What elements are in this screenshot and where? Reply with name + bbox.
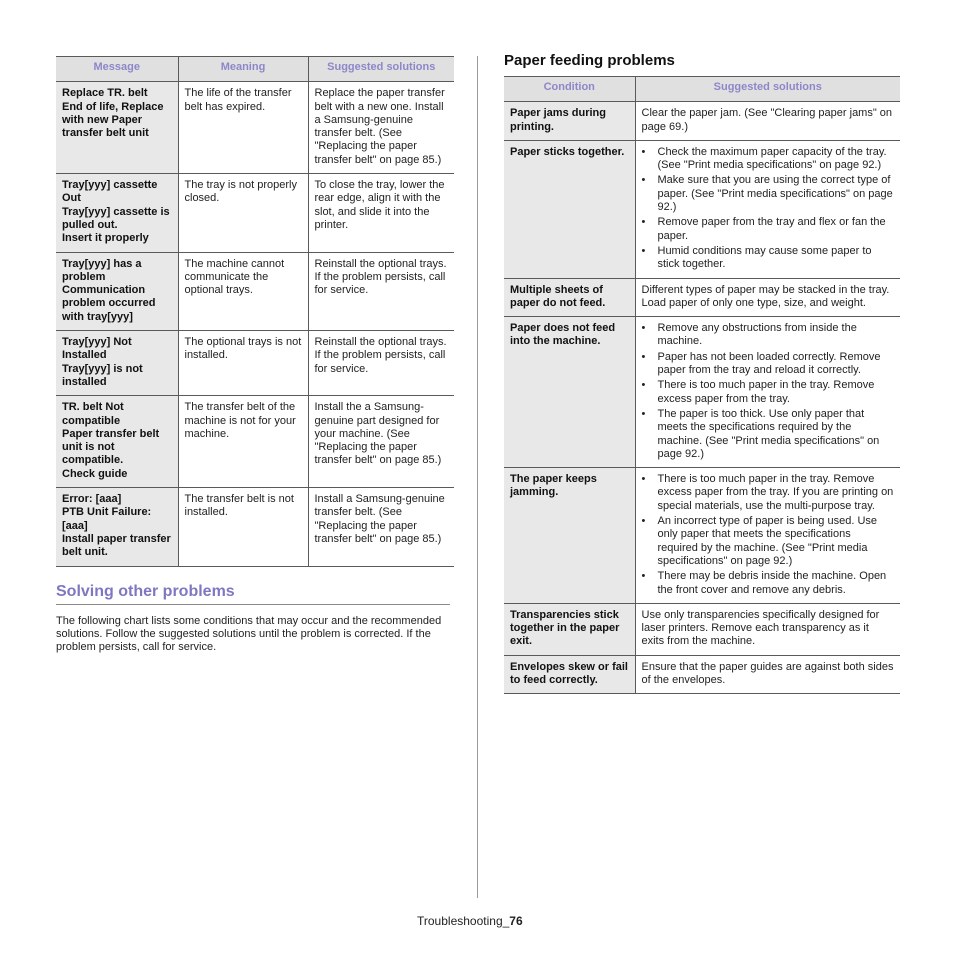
- message-line: Paper transfer belt unit is not compatible.: [62, 427, 160, 467]
- table-header-row: [504, 77, 900, 102]
- table-row: [504, 140, 900, 278]
- error-table-body: [56, 82, 454, 566]
- message-line: Tray[yyy] cassette is pulled out.: [62, 205, 170, 231]
- footer-section: Troubleshooting_: [417, 914, 510, 928]
- list-item: • Humid conditions may cause some paper to stick together.: [642, 245, 895, 272]
- solution-cell: [635, 468, 900, 604]
- solution-cell: Install the a Samsung-genuine part designed for your machine. (See "Replacing the paper transfer belt" on page 85.): [308, 396, 454, 488]
- solution-cell: Use only transparencies specifically designed for laser printers. Remove each transparency as it exits from the machine.: [635, 603, 900, 655]
- message-line: Tray[yyy] Not Installed: [62, 336, 132, 362]
- list-item: • An incorrect type of paper is being used. Use only paper that meets the specifications required by the machine. (See "Print media specifications" on page 92.): [642, 515, 895, 568]
- table-row: [504, 468, 900, 604]
- message-line: Check guide: [62, 467, 128, 480]
- page-number: 76: [509, 914, 523, 928]
- solution-cell: Reinstall the optional trays. If the problem persists, call for service.: [308, 252, 454, 330]
- column-divider: [477, 56, 478, 898]
- message-line: Tray[yyy] cassette Out: [62, 179, 158, 205]
- page-footer: [417, 914, 523, 928]
- table-row: [504, 655, 900, 694]
- list-item: • There is too much paper in the tray. Remove excess paper from the tray.: [642, 379, 895, 406]
- column-header-solutions: Suggested solutions: [308, 57, 454, 82]
- table-header-row: [56, 57, 454, 82]
- list-item: • Make sure that you are using the correct type of paper. (See "Print media specifications" on page 92.): [642, 174, 895, 214]
- condition-cell: Transparencies stick together in the paper exit.: [504, 603, 635, 655]
- section-intro: The following chart lists some conditions that may occur and the recommended solutions. Follow the suggested solutions until the problem is corrected. If the problem persists, call for service.: [56, 614, 442, 654]
- solution-cell: To close the tray, lower the rear edge, align it with the slot, and slide it into the printer.: [308, 174, 454, 252]
- table-row: [504, 102, 900, 141]
- list-item: • Paper has not been loaded correctly. Remove paper from the tray and reload it correctly.: [642, 351, 895, 378]
- message-line: Tray[yyy] has a problem: [62, 257, 142, 283]
- table-row: [56, 252, 454, 330]
- table-row: [56, 331, 454, 396]
- paper-feeding-body: [504, 102, 900, 694]
- table-row: [56, 396, 454, 488]
- message-line: Insert it properly: [62, 232, 149, 245]
- meaning-cell: The machine cannot communicate the optional trays.: [178, 252, 308, 330]
- message-line: Replace TR. belt: [62, 87, 148, 100]
- solution-list: [642, 473, 895, 597]
- section-title: Solving other problems: [56, 583, 450, 605]
- message-line: Install paper transfer belt unit.: [62, 532, 171, 559]
- solution-cell: [635, 317, 900, 468]
- table-row: [504, 603, 900, 655]
- table-row: [504, 278, 900, 317]
- solution-list: [642, 146, 895, 272]
- message-line: Communication problem occurred with tray[yyy]: [62, 284, 156, 323]
- condition-cell: Envelopes skew or fail to feed correctly.: [504, 655, 635, 694]
- message-cell: [56, 331, 178, 396]
- meaning-cell: The life of the transfer belt has expired.: [178, 82, 308, 174]
- condition-cell: Paper sticks together.: [504, 140, 635, 278]
- message-cell: [56, 174, 178, 252]
- paper-feeding-title: Paper feeding problems: [504, 52, 675, 69]
- solution-cell: Install a Samsung-genuine transfer belt. (See "Replacing the paper transfer belt" on page 85.): [308, 488, 454, 566]
- list-item: • There is too much paper in the tray. Remove excess paper from the tray. If you are printing on special materials, use the multi-purpose tray.: [642, 473, 895, 513]
- column-header-condition: Condition: [504, 77, 635, 102]
- column-header-message: Message: [56, 57, 178, 82]
- list-item: • Remove any obstructions from inside the machine.: [642, 322, 895, 349]
- message-line: End of life, Replace with new Paper transfer belt unit: [62, 100, 164, 140]
- solution-cell: Reinstall the optional trays. If the problem persists, call for service.: [308, 331, 454, 396]
- list-item: • The paper is too thick. Use only paper that meets the specifications required by the machine. (See "Print media specifications" on page 92.): [642, 408, 895, 461]
- table-row: [56, 82, 454, 174]
- condition-cell: The paper keeps jamming.: [504, 468, 635, 604]
- table-row: [56, 174, 454, 252]
- solution-list: [642, 322, 895, 461]
- message-line: PTB Unit Failure: [aaa]: [62, 506, 152, 532]
- error-message-table: [56, 56, 454, 567]
- table-row: [504, 317, 900, 468]
- message-line: Tray[yyy] is not installed: [62, 362, 143, 388]
- paper-feeding-table: [504, 76, 900, 694]
- meaning-cell: The transfer belt is not installed.: [178, 488, 308, 566]
- solution-cell: Replace the paper transfer belt with a new one. Install a Samsung-genuine transfer belt. (See "Replacing the paper transfer belt" on page 85.): [308, 82, 454, 174]
- condition-cell: Paper jams during printing.: [504, 102, 635, 141]
- meaning-cell: The optional trays is not installed.: [178, 331, 308, 396]
- list-item: • There may be debris inside the machine. Open the front cover and remove any debris.: [642, 570, 895, 597]
- condition-cell: Paper does not feed into the machine.: [504, 317, 635, 468]
- solution-cell: Clear the paper jam. (See "Clearing paper jams" on page 69.): [635, 102, 900, 141]
- message-cell: [56, 488, 178, 566]
- list-item: • Remove paper from the tray and flex or fan the paper.: [642, 216, 895, 243]
- message-cell: [56, 82, 178, 174]
- column-header-meaning: Meaning: [178, 57, 308, 82]
- list-item: • Check the maximum paper capacity of the tray. (See "Print media specifications" on page 92.): [642, 146, 895, 173]
- left-column: [56, 56, 454, 655]
- condition-cell: Multiple sheets of paper do not feed.: [504, 278, 635, 317]
- solution-cell: [635, 140, 900, 278]
- right-column: [504, 52, 900, 694]
- table-row: [56, 488, 454, 566]
- solution-cell: Ensure that the paper guides are against both sides of the envelopes.: [635, 655, 900, 694]
- meaning-cell: The tray is not properly closed.: [178, 174, 308, 252]
- message-line: TR. belt Not compatible: [62, 401, 124, 427]
- solution-cell: Different types of paper may be stacked in the tray. Load paper of only one type, size, and weight.: [635, 278, 900, 317]
- message-cell: [56, 252, 178, 330]
- column-header-solutions: Suggested solutions: [635, 77, 900, 102]
- message-cell: [56, 396, 178, 488]
- meaning-cell: The transfer belt of the machine is not for your machine.: [178, 396, 308, 488]
- message-line: Error: [aaa]: [62, 493, 122, 506]
